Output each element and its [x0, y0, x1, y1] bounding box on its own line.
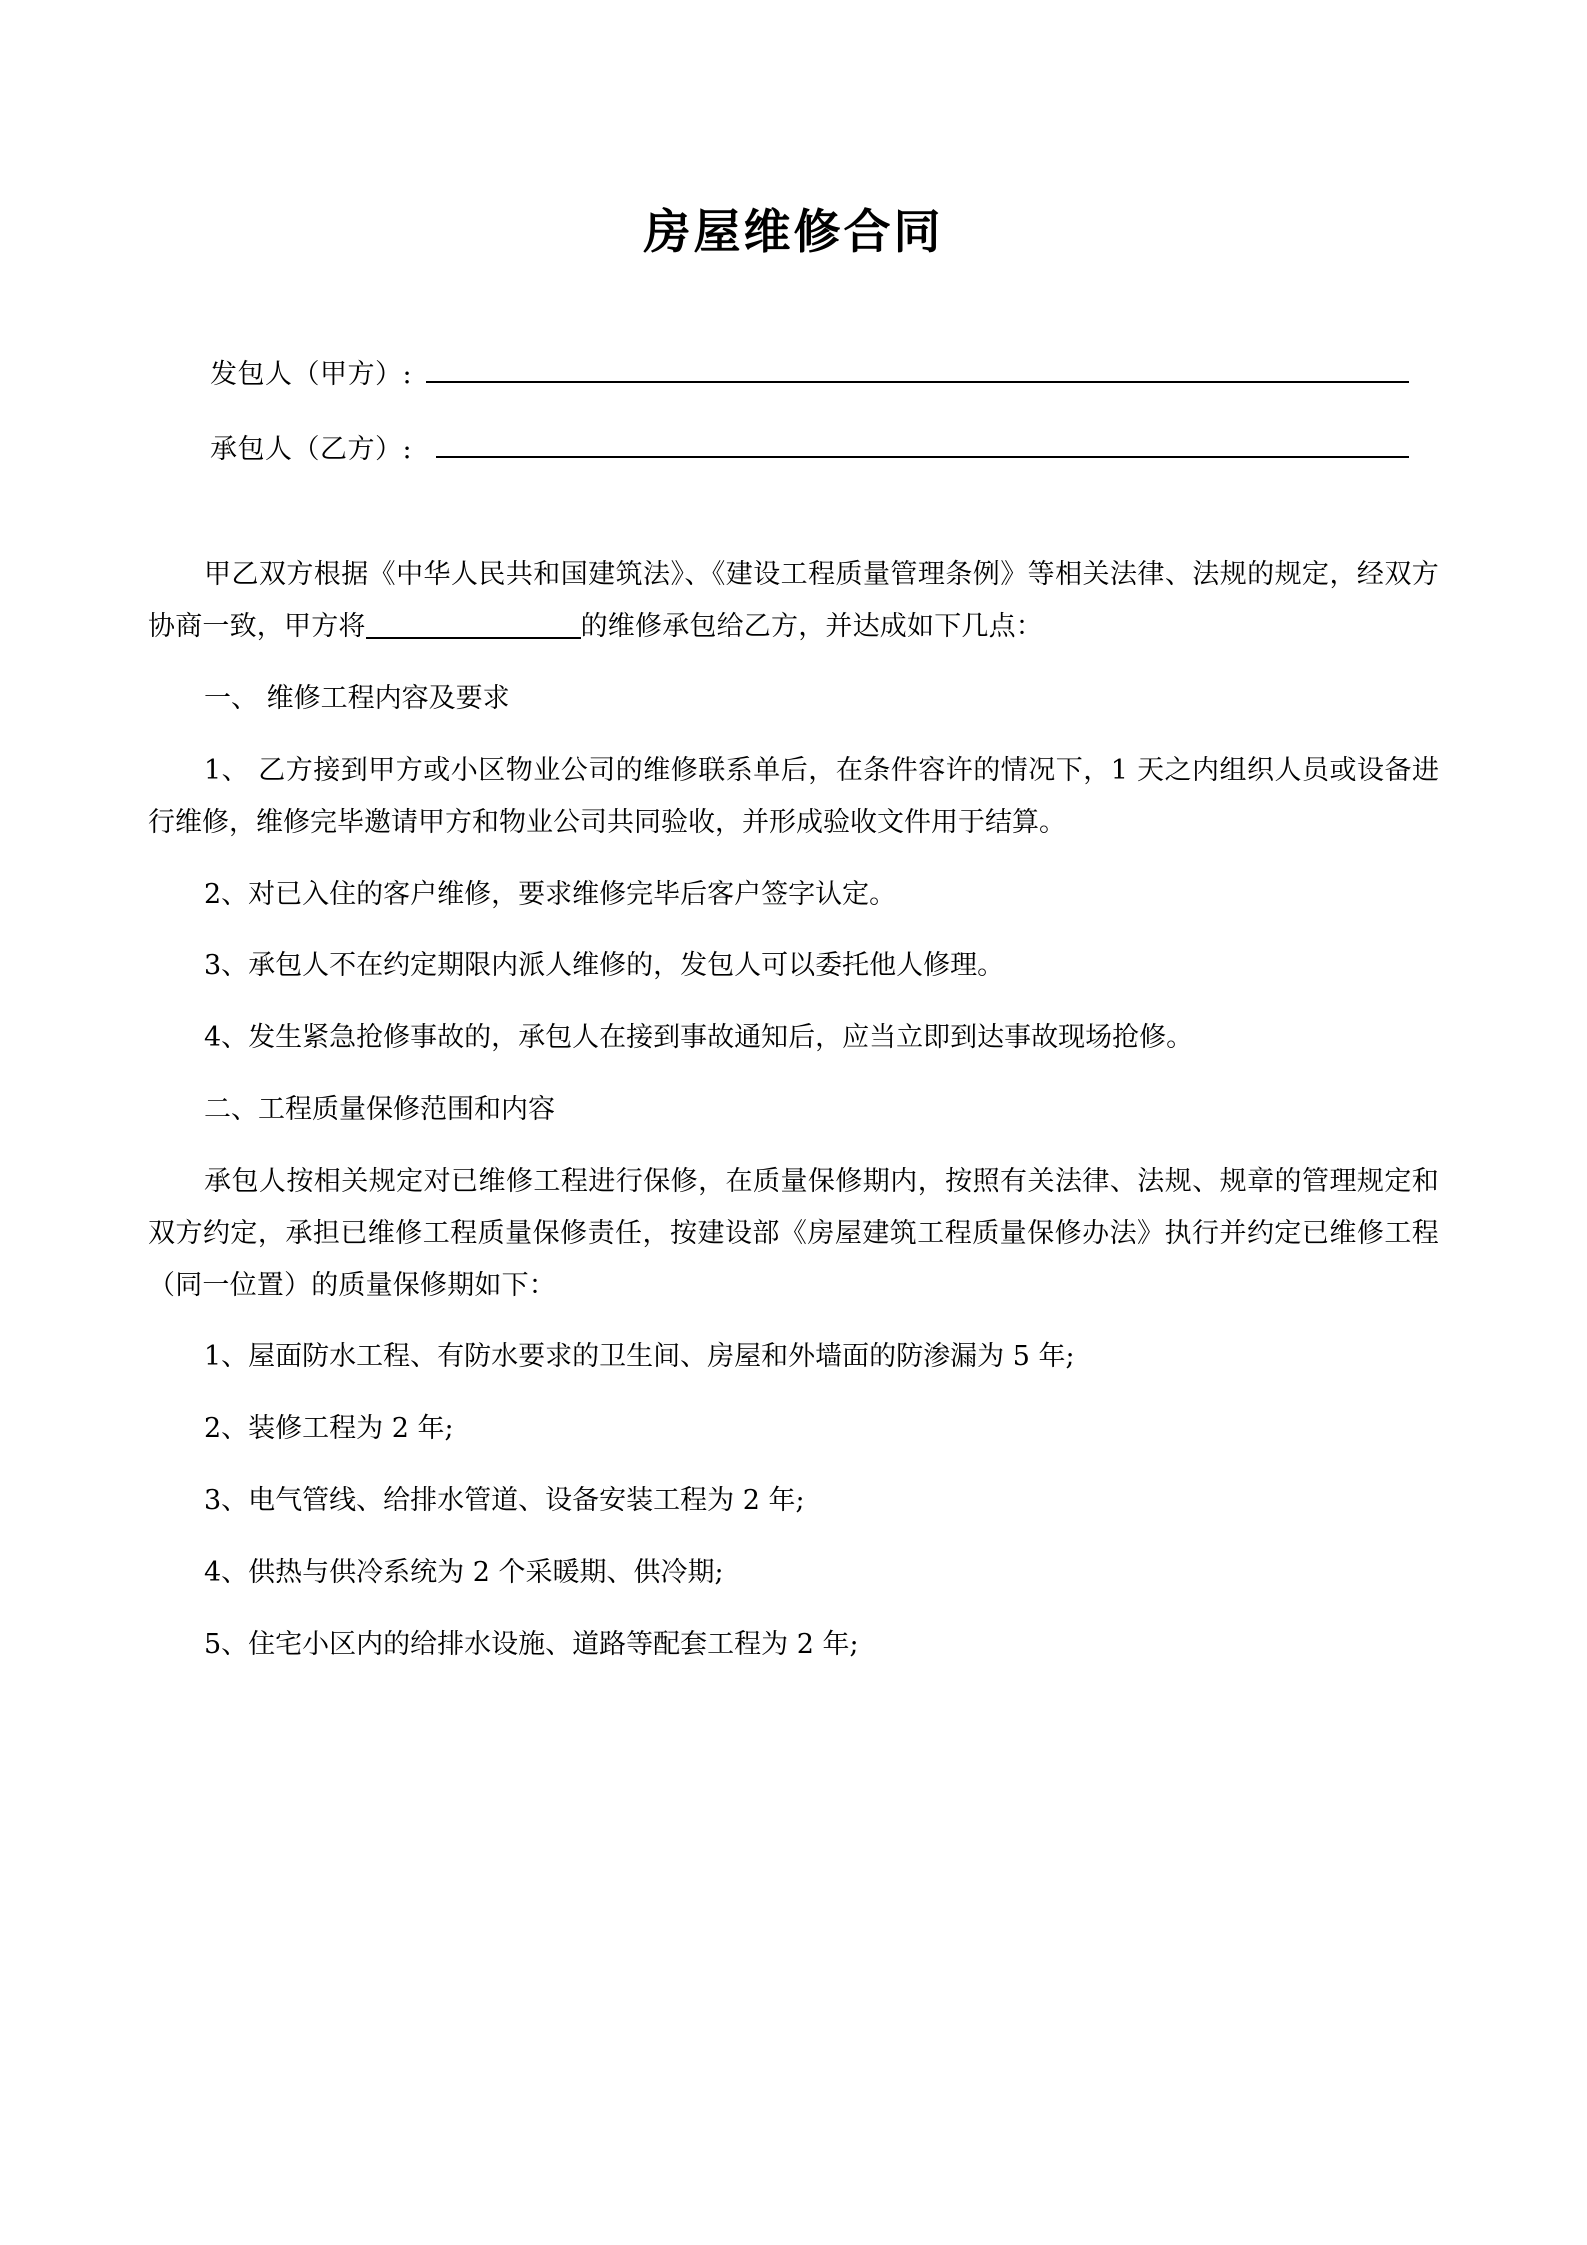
party-label-jiafang: 发包人（甲方）:: [210, 359, 413, 391]
party-row-yifang: [148, 434, 1439, 466]
section-2-item-1: 1、屋面防水工程、有防水要求的卫生间、房屋和外墙面的防渗漏为 5 年;: [204, 1341, 1075, 1373]
preamble-blank-input[interactable]: [366, 611, 581, 639]
preamble-text-before: 甲乙双方根据《中华人民共和国建筑法》、《建设工程质量管理条例》等相关法律、法规的规定，经双方协商一致，甲方将: [148, 559, 1439, 643]
section-2-paragraph: 承包人按相关规定对已维修工程进行保修，在质量保修期内，按照有关法律、法规、规章的管理规定和双方约定，承担已维修工程质量保修责任，按建设部《房屋建筑工程质量保修办法》执行并约定已维修工程（同一位置）的质量保修期如下：: [148, 1165, 1439, 1301]
preamble-text-after: 的维修承包给乙方，并达成如下几点：: [580, 611, 1044, 643]
party-label-yifang: 承包人（乙方）:: [210, 434, 413, 466]
party-input-yifang[interactable]: [436, 455, 1409, 458]
party-row-jiafang: [148, 359, 1439, 391]
page-title: 房屋维修合同: [643, 205, 944, 260]
section-2-item-2: 2、装修工程为 2 年;: [204, 1413, 454, 1445]
section-1-item-3: 3、承包人不在约定期限内派人维修的，发包人可以委托他人修理。: [204, 950, 1005, 982]
party-fields: [148, 359, 1439, 466]
section-2-item-4: 4、供热与供冷系统为 2 个采暖期、供冷期;: [204, 1556, 724, 1588]
party-input-jiafang[interactable]: [426, 380, 1409, 383]
page-content: [148, 0, 1439, 1690]
document-body: [148, 549, 1439, 1670]
section-1-item-2: 2、对已入住的客户维修，要求维修完毕后客户签字认定。: [204, 878, 897, 910]
section-2-item-5: 5、住宅小区内的给排水设施、道路等配套工程为 2 年;: [204, 1628, 859, 1660]
section-heading-2: 二、工程质量保修范围和内容: [204, 1094, 555, 1126]
section-heading-1: 一、 维修工程内容及要求: [204, 683, 510, 715]
section-1-item-1: 1、 乙方接到甲方或小区物业公司的维修联系单后，在条件容许的情况下，1 天之内组织人员或设备进行维修，维修完毕邀请甲方和物业公司共同验收，并形成验收文件用于结算。: [148, 754, 1439, 838]
section-1-item-4: 4、发生紧急抢修事故的，承包人在接到事故通知后，应当立即到达事故现场抢修。: [204, 1022, 1194, 1054]
section-2-item-3: 3、电气管线、给排水管道、设备安装工程为 2 年;: [204, 1484, 805, 1516]
preamble-paragraph: [148, 549, 1439, 653]
